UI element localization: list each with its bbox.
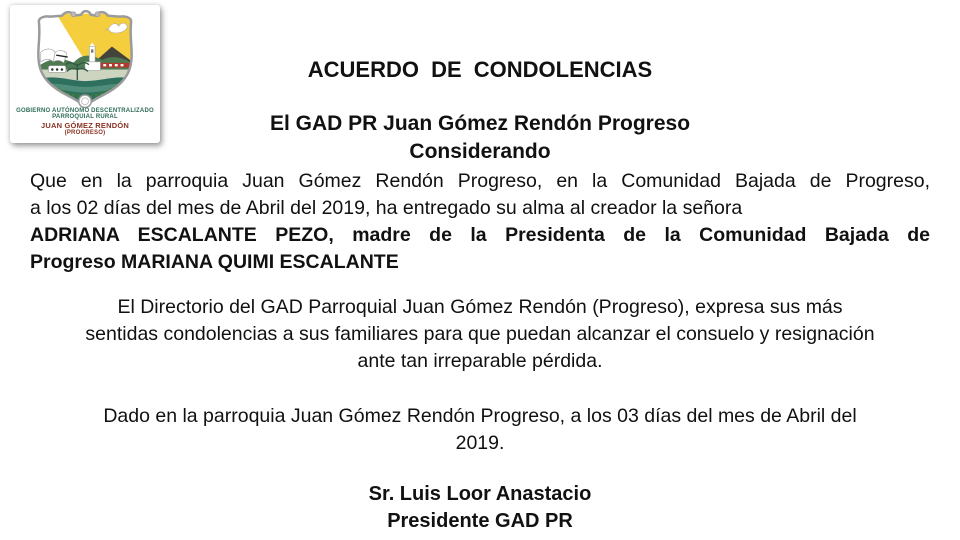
paragraph2-line: sentidas condolencias a sus familiares para que puedan alcanzar el consuelo y resignación: [85, 323, 875, 345]
logo-text-progreso: (PROGRESO): [64, 130, 106, 137]
bottom-medallion: [79, 95, 92, 108]
document-title: ACUERDO DE CONDOLENCIAS: [307, 57, 653, 82]
paragraph2-line: ante tan irreparable pérdida.: [357, 350, 603, 372]
signer-role: Presidente GAD PR: [387, 510, 573, 532]
paragraph-issued: [20, 403, 940, 457]
paragraph1-deceased-name-line: ADRIANA ESCALANTE PEZO, madre de la Presidenta de la Comunidad Bajada de: [30, 224, 930, 246]
heading-considerando-line: Considerando: [409, 140, 551, 163]
paragraph1-line: Que en la parroquia Juan Gómez Rendón Progreso, en la Comunidad Bajada de Progreso,: [30, 170, 930, 192]
paragraph1-line: a los 02 días del mes de Abril del 2019, ha entregado su alma al creador la señora: [30, 197, 743, 219]
paragraph1-relative-name-line: Progreso MARIANA QUIMI ESCALANTE: [30, 251, 399, 273]
ribbon-knob: [71, 12, 76, 17]
signature-block: [0, 481, 960, 535]
logo-text-institution-1: GOBIERNO AUTÓNOMO DESCENTRALIZADO: [16, 108, 154, 114]
paragraph-considerations: [30, 168, 930, 276]
logo-text-parish-name: JUAN GÓMEZ RENDÓN: [41, 120, 129, 130]
paragraph-condolences: [20, 294, 940, 375]
heading-entity-line: El GAD PR Juan Gómez Rendón Progreso: [269, 112, 691, 135]
signer-name: Sr. Luis Loor Anastacio: [368, 483, 592, 505]
paragraph2-line: El Directorio del GAD Parroquial Juan Gómez Rendón (Progreso), expresa sus más: [117, 296, 843, 318]
logo-text-institution-2: PARROQUIAL RURAL: [52, 114, 118, 121]
paragraph3-line: Dado en la parroquia Juan Gómez Rendón Progreso, a los 03 días del mes de Abril del: [103, 405, 857, 427]
document-heading: [0, 110, 960, 166]
ribbon-knob: [95, 12, 100, 17]
paragraph3-line: 2019.: [455, 432, 505, 454]
